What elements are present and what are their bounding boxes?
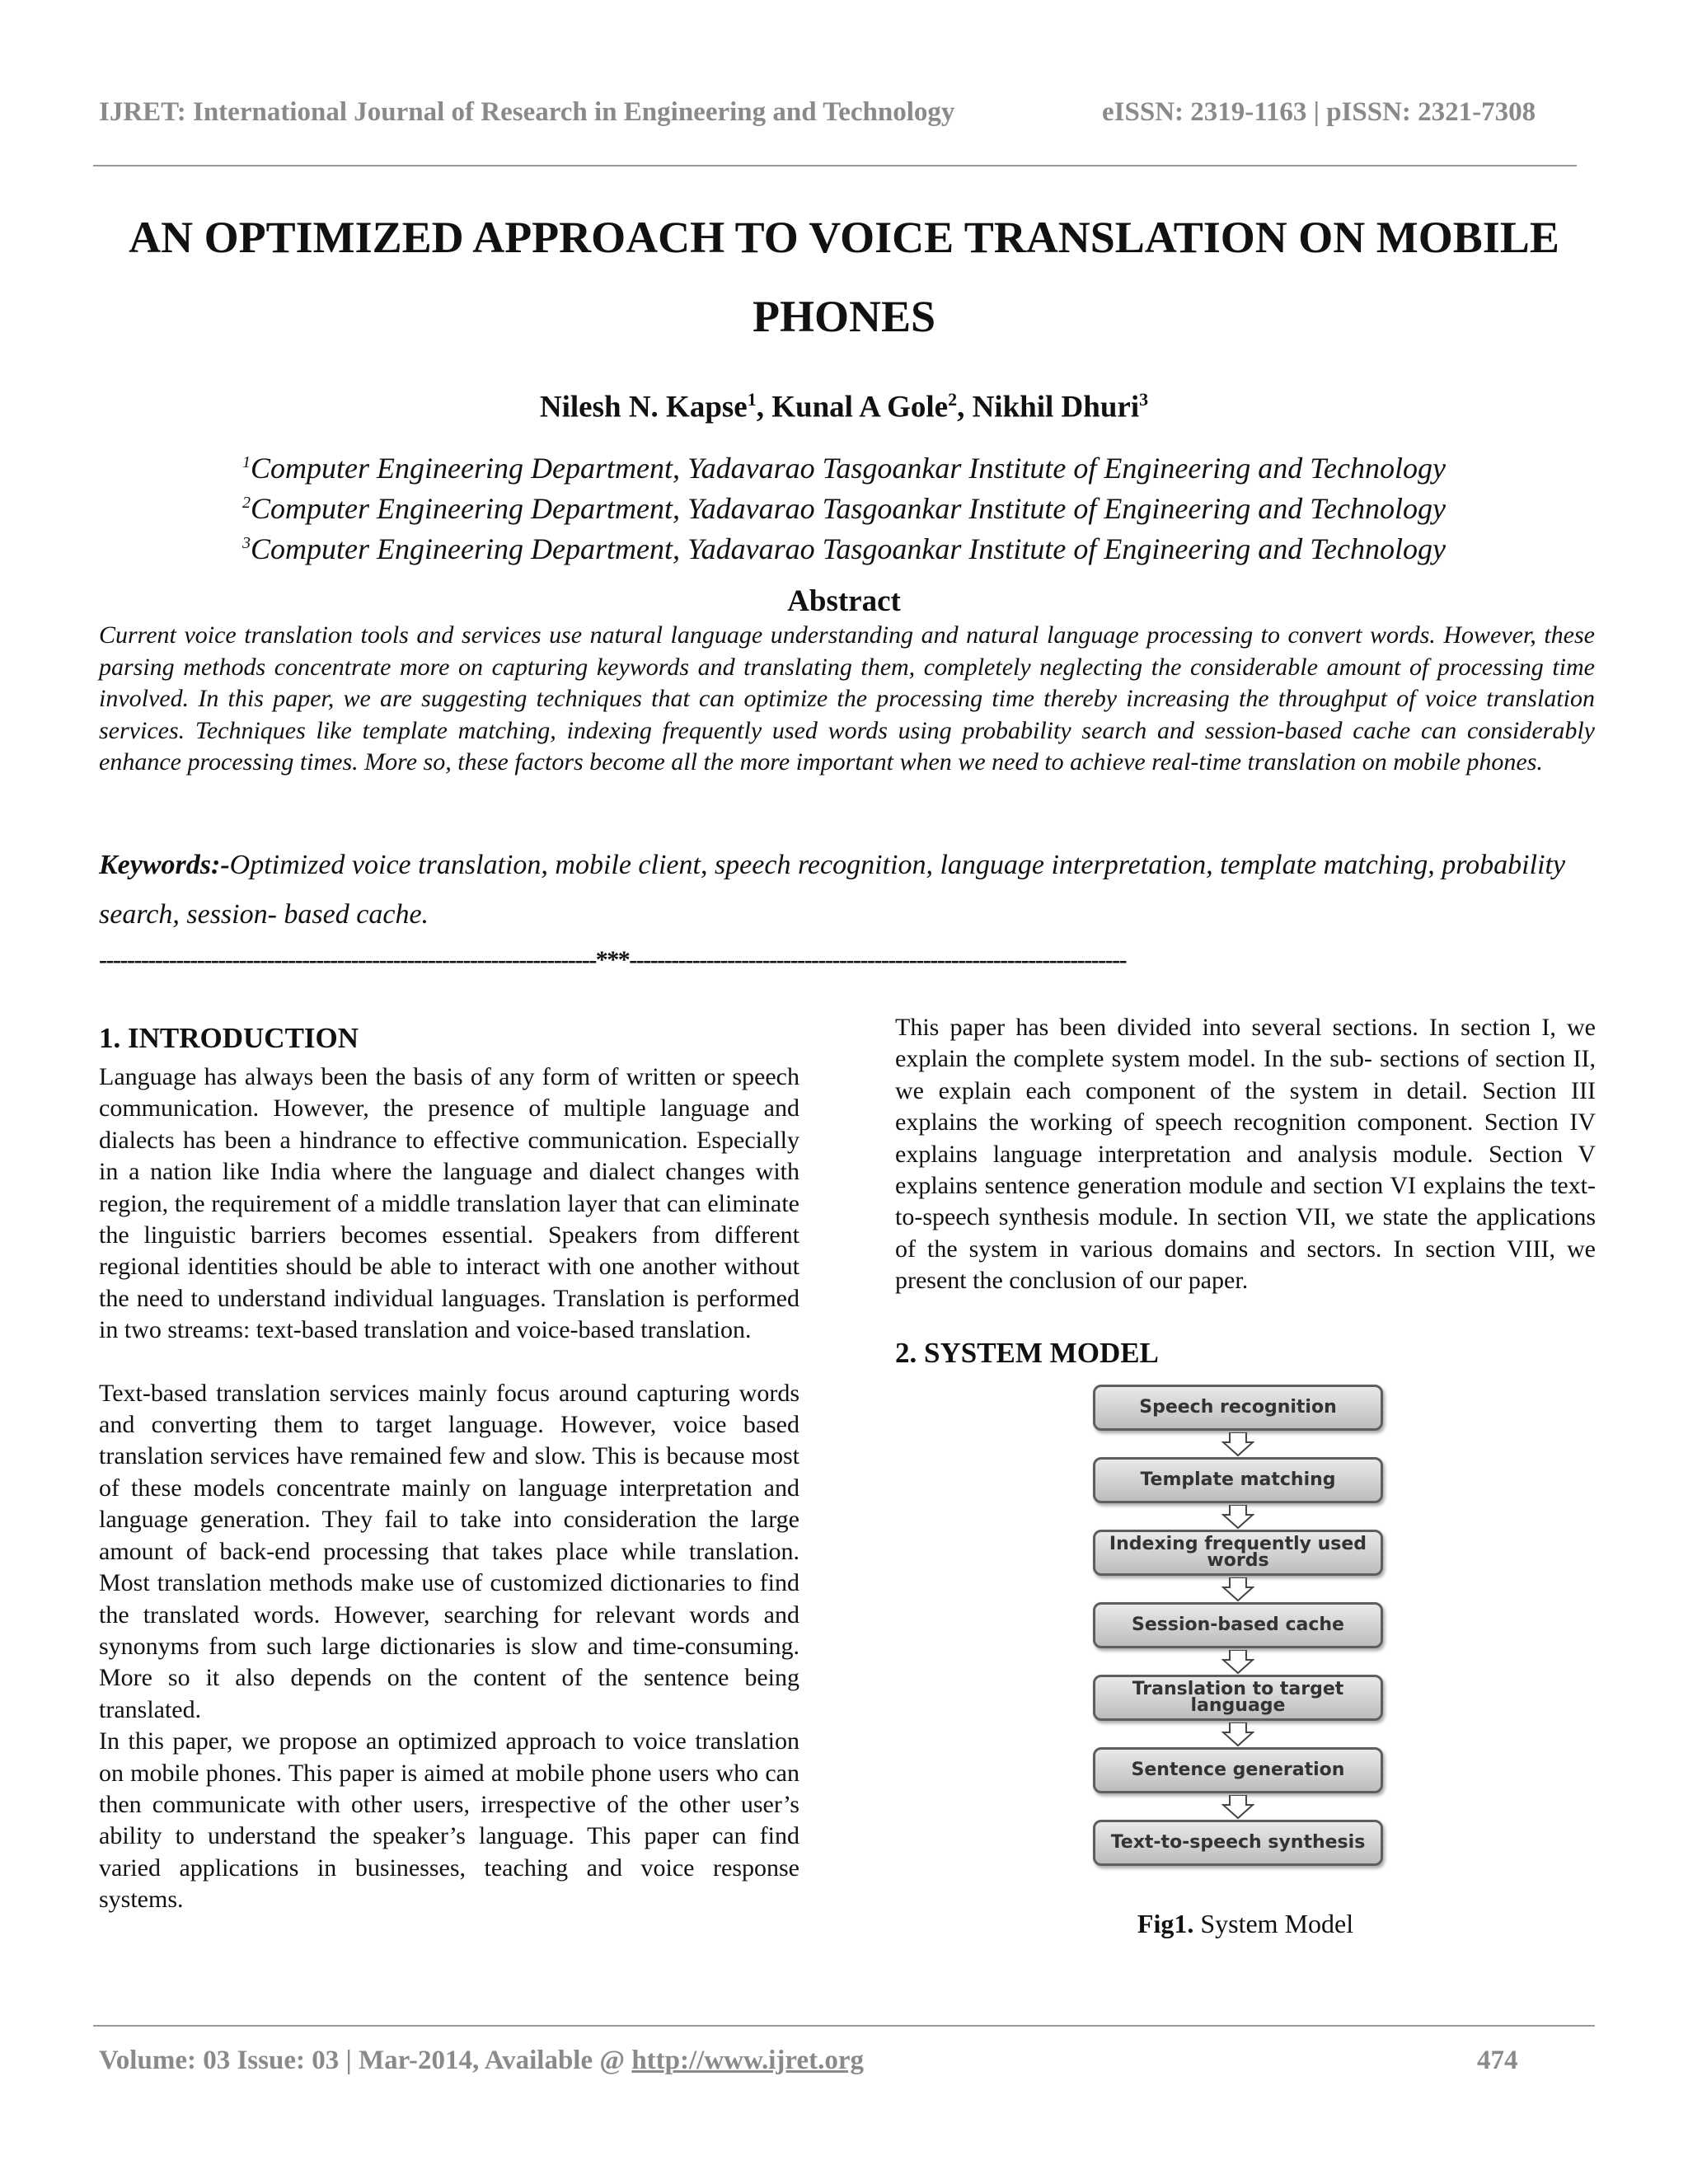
keywords-text: Optimized voice translation, mobile client, speech recognition, language interpretation, template matching, probability search, session- based cache. (99, 850, 1566, 930)
author-sup: 3 (1139, 389, 1149, 410)
author-name: Nilesh N. Kapse (539, 390, 748, 424)
author-sep: , (957, 390, 973, 424)
affiliation (93, 485, 1595, 526)
abstract-body: Current voice translation tools and services use natural language understanding and natural language processing to convert words. However, these parsing methods concentrate more on capturing keywords and translating them, completely neglecting the considerable amount of processing time involved. In this paper, we are suggesting techniques that can optimize the processing time thereby increasing the throughput of voice translation services. Techniques like template matching, indexing frequently used words using probability search and session-based cache can considerably enhance processing times. More so, these factors become all the more important when we need to achieve real-time translation on mobile phones. (99, 621, 1595, 776)
right-column (895, 1015, 1596, 1953)
author-sup: 2 (948, 389, 958, 410)
flow-step-template-matching: Template matching (1093, 1457, 1383, 1503)
journal-name: IJRET: International Journal of Research in Engineering and Technology (99, 97, 955, 127)
section-separator: -----------------------------------------------------------------------***----------------------------------------------------------------------- (99, 946, 1127, 973)
section-heading-system-model: 2. SYSTEM MODEL (895, 1336, 1159, 1369)
figure-caption-text: System Model (1193, 1908, 1354, 1938)
affiliation-list (93, 445, 1595, 566)
affiliation-sup: 3 (242, 534, 251, 552)
figure-caption-label: Fig1. (1137, 1908, 1194, 1938)
author-name: Nikhil Dhuri (972, 390, 1140, 424)
flow-step-session-cache: Session-based cache (1093, 1602, 1383, 1648)
title-line-1: AN OPTIMIZED APPROACH TO VOICE TRANSLATION ON MOBILE (129, 213, 1559, 262)
down-arrow-icon (1221, 1432, 1254, 1457)
header-divider (93, 165, 1577, 166)
journal-url-link[interactable]: http://www.ijret.org (631, 2046, 864, 2075)
system-model-figure (895, 1385, 1596, 1953)
running-header (0, 97, 1688, 140)
issn-info: eISSN: 2319-1163 | pISSN: 2321-7308 (1102, 97, 1536, 127)
page-number: 474 (1477, 2046, 1518, 2075)
affiliation-sup: 1 (242, 453, 251, 471)
affiliation-text: Computer Engineering Department, Yadavarao Tasgoankar Institute of Engineering and Technology (251, 452, 1446, 485)
section-heading-introduction: 1. INTRODUCTION (99, 1022, 359, 1054)
flow-step-sentence-generation: Sentence generation (1093, 1747, 1383, 1793)
left-column (99, 1015, 799, 1916)
affiliation (93, 526, 1595, 566)
affiliation-text: Computer Engineering Department, Yadavarao Tasgoankar Institute of Engineering and Technology (251, 492, 1446, 525)
intro-paragraph-1: Language has always been the basis of any form of written or speech communication. However, the presence of multiple language and dialects has been a hindrance to effective communication. Especially in a nation like India where the language and dialect changes with region, the requirement of a middle translation layer that can eliminate the linguistic barriers becomes essential. Speakers from different regional identities should be able to interact with one another without the need to understand individual languages. Translation is performed in two streams: text-based translation and voice-based translation. (99, 1063, 799, 1344)
keywords (99, 841, 1595, 940)
author-list (93, 389, 1595, 424)
paper-title (93, 198, 1595, 356)
down-arrow-icon (1221, 1650, 1254, 1675)
abstract-heading: Abstract (787, 584, 901, 618)
affiliation-text: Computer Engineering Department, Yadavarao Tasgoankar Institute of Engineering and Technology (251, 532, 1446, 565)
flow-step-indexing: Indexing frequently used words (1093, 1530, 1383, 1576)
author-name: Kunal A Gole (771, 390, 949, 424)
intro-paragraph-2: Text-based translation services mainly focus around capturing words and converting them to target language. However, voice based translation services have remained few and slow. This is because most of these models concentrate mainly on language interpretation and language generation. They fail to take into consideration the large amount of back-end processing that takes place while translation. Most translation methods make use of customized dictionaries to find the translated words. However, searching for relevant words and synonyms from such large dictionaries is slow and time-consuming. More so it also depends on the content of the sentence being translated. (99, 1379, 799, 1723)
down-arrow-icon (1221, 1577, 1254, 1602)
flow-step-text-to-speech: Text-to-speech synthesis (1093, 1820, 1383, 1866)
affiliation-sup: 2 (242, 494, 251, 512)
flow-step-speech-recognition: Speech recognition (1093, 1385, 1383, 1431)
down-arrow-icon (1221, 1795, 1254, 1820)
down-arrow-icon (1221, 1505, 1254, 1530)
author-sep: , (756, 390, 772, 424)
affiliation (93, 445, 1595, 485)
footer-volume-info: Volume: 03 Issue: 03 | Mar-2014, Available @ (99, 2046, 632, 2075)
intro-paragraph-3: In this paper, we propose an optimized approach to voice translation on mobile phones. This paper is aimed at mobile phone users who can then communicate with other users, irrespective of the other user’s ability to understand the speaker’s language. This paper can find varied applications in businesses, teaching and voice response systems. (99, 1727, 799, 1914)
figure-caption (895, 1909, 1596, 1939)
author-sup: 1 (747, 389, 757, 410)
keywords-label: Keywords:- (99, 850, 230, 880)
footer-divider (93, 2025, 1595, 2027)
page-footer (99, 2046, 1582, 2076)
intro-paragraph-4: This paper has been divided into several sections. In section I, we explain the complete system model. In the sub- sections of section II, we explain each component of the system in detail. Section III explains the working of speech recognition component. Section IV explains language interpretation and analysis module. Section V explains sentence generation module and section VI explains the text-to-speech synthesis module. In section VII, we state the applications of the system in various domains and sectors. In section VIII, we present the conclusion of our paper. (895, 1014, 1596, 1295)
down-arrow-icon (1221, 1722, 1254, 1747)
title-line-2: PHONES (752, 292, 936, 341)
flow-step-translation: Translation to target language (1093, 1675, 1383, 1721)
